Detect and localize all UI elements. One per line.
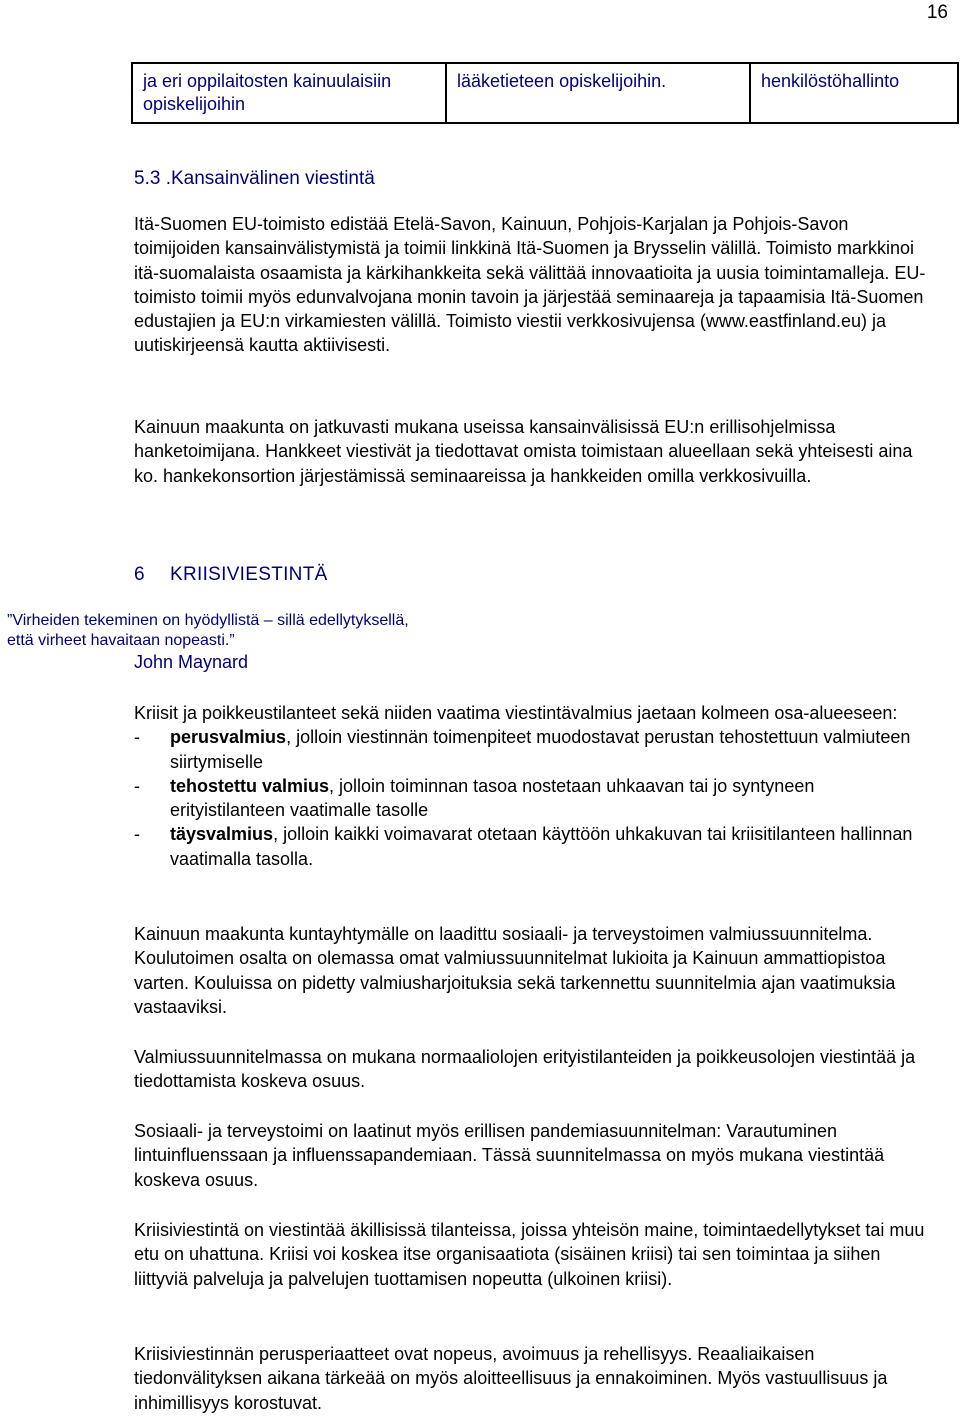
paragraph-pandemic-plan: Sosiaali- ja terveystoimi on laatinut myös erillisen pandemiasuunnitelman: Varautuminen lintuinfluenssaan ja influenssapandemiaan. Tässä suunnitelmassa on myös mukana viestintää koskeva osuus. xyxy=(134,1121,885,1190)
list-dash: - xyxy=(134,824,140,845)
list-dash: - xyxy=(134,727,140,748)
list-text: , jolloin kaikki voimavarat otetaan käyttöön uhkakuvan tai kriisitilanteen hallinnan vaatimalla tasolla. xyxy=(170,824,913,869)
paragraph-readiness-content: Valmiussuunnitelmassa on mukana normaaliolojen erityistilanteiden ja poikkeusolojen viestintää ja tiedottamista koskeva osuus. xyxy=(134,1047,916,1092)
paragraph-crisis-principles: Kriisiviestinnän perusperiaatteet ovat nopeus, avoimuus ja rehellisyys. Reaaliaikaisen tiedonvälityksen aikana tärkeää on myös aloitteellisuus ja ennakoiminen. Myös vastuullisuus ja inhimillisyys korostuvat. xyxy=(134,1344,888,1413)
section-heading-5-3: 5.3 .Kansainvälinen viestintä xyxy=(134,168,375,189)
quote-line: että virheet havaitaan nopeasti.” xyxy=(7,632,235,649)
intro-text: Kriisit ja poikkeustilanteet sekä niiden vaatima viestintävalmius jaetaan kolmeen osa-alueeseen: xyxy=(134,703,898,723)
list-text: , jolloin viestinnän toimenpiteet muodostavat perustan tehostettuun valmiuteen siirtymiselle xyxy=(170,727,911,772)
crisis-intro xyxy=(134,701,934,871)
paragraph-crisis-definition: Kriisiviestintä on viestintää äkillisissä tilanteissa, joissa yhteisön maine, toimintaedellytykset tai muu etu on uhattuna. Kriisi voi koskea itse organisaatiota (sisäinen kriisi) tai sen toimintaa ja siihen liittyviä palveluja ja palvelujen tuottamisen nopeutta (ulkoinen kriisi). xyxy=(134,1220,925,1289)
table-cell: henkilöstöhallinto xyxy=(750,63,958,123)
quote-author: John Maynard xyxy=(134,652,249,672)
quote-line: ”Virheiden tekeminen on hyödyllistä – sillä edellytyksellä, xyxy=(7,612,409,629)
section-title: KRIISIVIESTINTÄ xyxy=(170,564,328,585)
list-item xyxy=(134,774,934,823)
list-item xyxy=(134,725,934,774)
section-heading-6 xyxy=(134,564,328,586)
list-text: , jolloin toiminnan tasoa nostetaan uhkaavan tai jo syntyneen erityistilanteen vaatimalle tasolle xyxy=(170,775,815,821)
table-cell: ja eri oppilaitosten kainuulaisiin opiskelijoihin xyxy=(132,63,446,123)
paragraph-kainuu-eu: Kainuun maakunta on jatkuvasti mukana useissa kansainvälisissä EU:n erillisohjelmissa hanketoimijana. Hankkeet viestivät ja tiedottavat omista toimistaan alueellaan sekä yhteisesti aina ko. hankekonsortion järjestämissä seminaareissa ja hankkeiden omilla verkkosivuilla. xyxy=(134,417,913,486)
page-number: 16 xyxy=(926,2,948,23)
epigraph-quote xyxy=(7,611,409,651)
paragraph-readiness-plan: Kainuun maakunta kuntayhtymälle on laadittu sosiaali- ja terveystoimen valmiussuunnitelma. Koulutoimen osalta on olemassa omat valmiussuunnitelmat lukioita ja Kainuun ammattiopistoa varten. Kouluissa on pidetty valmiusharjoituksia sekä tarkennettu suunnitelmia ajan vaatimuksia vastaaviksi. xyxy=(134,924,896,1017)
table-row xyxy=(132,63,958,123)
list-item xyxy=(134,822,934,871)
paragraph-eu-office: Itä-Suomen EU-toimisto edistää Etelä-Savon, Kainuun, Pohjois-Karjalan ja Pohjois-Savon toimijoiden kansainvälistymistä ja toimii linkkinä Itä-Suomen ja Brysselin välillä. Toimisto markkinoi itä-suomalaista osaamista ja kärkihankkeita sekä välittää innovaatioita ja uusia toimintamalleja. EU-toimisto toimii myös edunvalvojana monin tavoin ja järjestää seminaareja ja tapaamisia Itä-Suomen edustajien ja EU:n virkamiesten välillä. Toimisto viestii verkkosivujensa (www.eastfinland.eu) ja uutiskirjeensä kautta aktiivisesti. xyxy=(134,214,926,356)
list-term: perusvalmius xyxy=(170,727,287,748)
list-term: tehostettu valmius xyxy=(170,775,330,796)
list-dash: - xyxy=(134,775,140,796)
table-cell: lääketieteen opiskelijoihin. xyxy=(446,63,750,123)
list-term: täysvalmius xyxy=(170,824,274,845)
continuation-table xyxy=(131,62,959,124)
section-number: 6 xyxy=(134,564,145,585)
